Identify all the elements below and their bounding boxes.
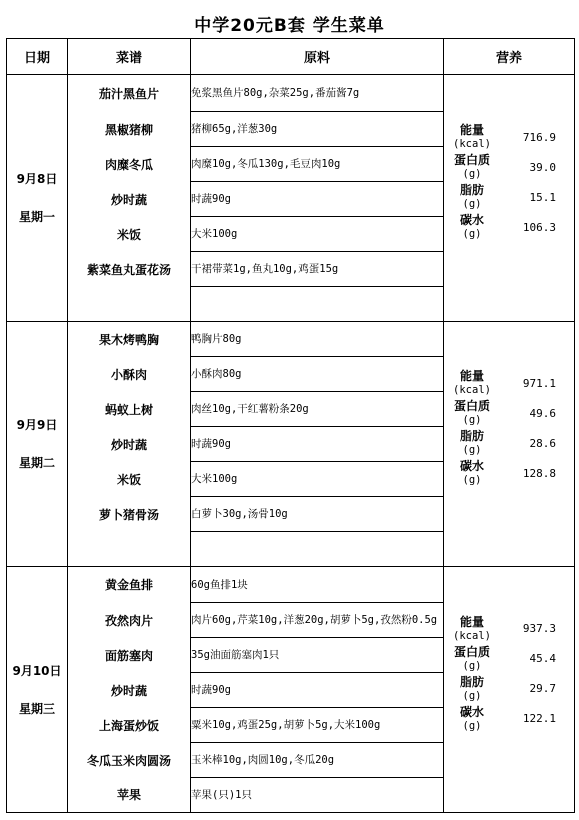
ingredients-text: 时蔬90g [191,673,444,708]
nutrition-unit: (g) [462,659,482,672]
nutrition-label-text: 碳水 [459,459,484,473]
nutrition-label-text: 蛋白质 [453,399,490,413]
nutrition-value: 106.3 [522,220,556,234]
dish-name: 米饭 [68,217,191,252]
nutrition-label [444,183,500,211]
nutrition-value: 28.6 [529,436,556,450]
nutrition-value: 49.6 [529,406,556,420]
weekday-text: 星期三 [18,701,55,716]
date-cell [7,567,68,813]
menu-row [7,567,575,603]
ingredients-text: 苹果(只)1只 [191,778,444,813]
dish-name: 黄金鱼排 [68,567,191,603]
nutrition-row [444,213,574,241]
date-text: 9月9日 [16,418,58,432]
nutrition-label [444,459,500,487]
nutrition-row [444,675,574,703]
nutrition-cell [444,567,575,813]
nutrition-row [444,459,574,487]
dish-name: 炒时蔬 [68,673,191,708]
menu-row [7,322,575,357]
nutrition-value: 15.1 [529,190,556,204]
nutrition-value: 45.4 [529,652,556,665]
ingredients-text [191,287,444,322]
dish-name: 萝卜猪骨汤 [68,497,191,532]
header-nutrition: 营养 [444,39,575,75]
nutrition-unit: (g) [462,414,482,426]
nutrition-label-text: 碳水 [459,704,484,719]
header-date: 日期 [7,39,68,75]
nutrition-unit: (g) [462,689,482,702]
nutrition-label [444,369,500,397]
dish-name [68,287,191,322]
ingredients-text: 35g油面筋塞肉1只 [191,638,444,673]
nutrition-unit: (kcal) [453,629,491,642]
dish-name: 蚂蚁上树 [68,392,191,427]
nutrition-row [444,645,574,673]
nutrition-value: 39.0 [529,160,556,174]
dish-name: 炒时蔬 [68,427,191,462]
dish-name: 冬瓜玉米肉圆汤 [68,743,191,778]
nutrition-label-text: 蛋白质 [453,153,490,167]
menu-row [7,75,575,112]
ingredients-text: 干裙带菜1g,鱼丸10g,鸡蛋15g [191,252,444,287]
dish-name: 苹果 [68,778,191,813]
weekday-text: 星期二 [18,456,55,470]
nutrition-cell [444,75,575,322]
nutrition-label [444,123,500,151]
nutrition-label-text: 脂肪 [459,183,484,197]
weekday-text: 星期一 [18,210,55,224]
dish-name: 小酥肉 [68,357,191,392]
nutrition-label-text: 脂肪 [459,674,484,689]
nutrition-value: 971.1 [522,376,556,390]
dish-name [68,532,191,567]
ingredients-text: 猪柳65g,洋葱30g [191,112,444,147]
header-dish: 菜谱 [68,39,191,75]
nutrition-row [444,153,574,181]
nutrition-row [444,615,574,643]
nutrition-row [444,429,574,457]
nutrition-unit: (g) [462,168,482,180]
nutrition-unit: (g) [462,198,482,210]
nutrition-row [444,399,574,427]
nutrition-label [444,399,500,427]
nutrition-label [444,615,500,643]
ingredients-text [191,532,444,567]
ingredients-text: 大米100g [191,462,444,497]
header-row [7,39,575,75]
date-cell [7,322,68,567]
nutrition-label [444,675,500,703]
nutrition-label [444,429,500,457]
nutrition-value: 716.9 [522,130,556,144]
dish-name: 面筋塞肉 [68,638,191,673]
nutrition-unit: (kcal) [453,384,491,396]
menu-body [7,75,575,813]
nutrition-label-text: 脂肪 [459,429,484,443]
nutrition-label-text: 能量 [459,123,484,137]
nutrition-unit: (g) [462,719,482,732]
ingredients-text: 60g鱼排1块 [191,567,444,603]
nutrition-unit: (g) [462,474,482,486]
nutrition-row [444,123,574,151]
ingredients-text: 粟米10g,鸡蛋25g,胡萝卜5g,大米100g [191,708,444,743]
ingredients-text: 时蔬90g [191,182,444,217]
nutrition-value: 128.8 [522,466,556,480]
dish-name: 肉糜冬瓜 [68,147,191,182]
nutrition-unit: (kcal) [453,138,491,150]
dish-name: 黑椒猪柳 [68,112,191,147]
nutrition-label-text: 能量 [459,369,484,383]
nutrition-label [444,705,500,733]
ingredients-text: 白萝卜30g,汤骨10g [191,497,444,532]
nutrition-row [444,183,574,211]
page-title: 中学20元B套 学生菜单 [194,16,385,36]
ingredients-text: 免浆黑鱼片80g,杂菜25g,番茄酱7g [191,75,444,112]
nutrition-label [444,213,500,241]
ingredients-text: 肉糜10g,冬瓜130g,毛豆肉10g [191,147,444,182]
dish-name: 米饭 [68,462,191,497]
ingredients-text: 大米100g [191,217,444,252]
nutrition-label-text: 碳水 [459,213,484,227]
dish-name: 孜然肉片 [68,603,191,638]
date-text: 9月8日 [16,172,58,186]
dish-name: 果木烤鸭胸 [68,322,191,357]
nutrition-row [444,369,574,397]
dish-name: 茄汁黑鱼片 [68,75,191,112]
nutrition-value: 937.3 [522,622,556,635]
nutrition-label [444,645,500,673]
ingredients-text: 肉丝10g,干红薯粉条20g [191,392,444,427]
date-cell [7,75,68,322]
nutrition-label [444,153,500,181]
ingredients-text: 时蔬90g [191,427,444,462]
dish-name: 炒时蔬 [68,182,191,217]
header-ingredients: 原料 [191,39,444,75]
nutrition-row [444,705,574,733]
dish-name: 紫菜鱼丸蛋花汤 [68,252,191,287]
dish-name: 上海蛋炒饭 [68,708,191,743]
nutrition-value: 29.7 [529,682,556,695]
nutrition-label-text: 蛋白质 [453,644,490,659]
ingredients-text: 玉米棒10g,肉圆10g,冬瓜20g [191,743,444,778]
ingredients-text: 小酥肉80g [191,357,444,392]
ingredients-text: 鸭胸片80g [191,322,444,357]
menu-table [6,38,575,813]
date-text: 9月10日 [12,663,62,678]
nutrition-unit: (g) [462,228,482,240]
nutrition-value: 122.1 [522,712,556,725]
nutrition-cell [444,322,575,567]
nutrition-label-text: 能量 [459,614,484,629]
nutrition-unit: (g) [462,444,482,456]
ingredients-text: 肉片60g,芹菜10g,洋葱20g,胡萝卜5g,孜然粉0.5g [191,603,444,638]
